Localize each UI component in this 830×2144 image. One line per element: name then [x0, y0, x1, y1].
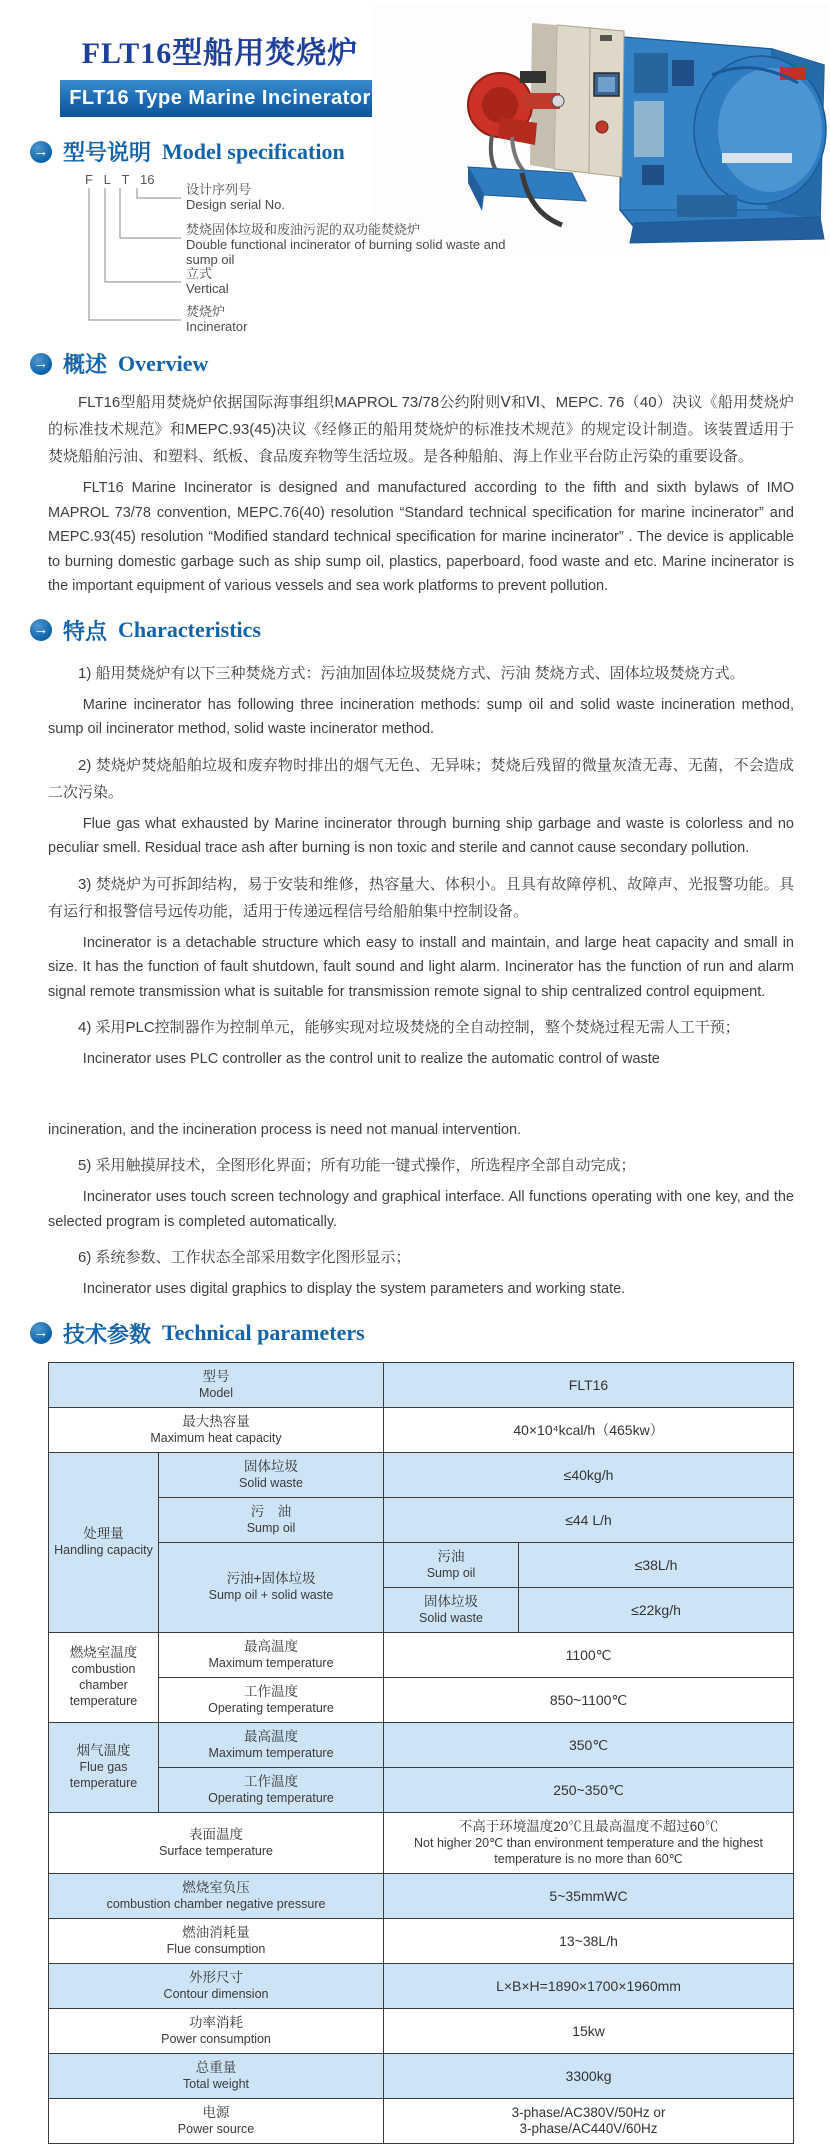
characteristic-item-zh: 5) 采用触摸屏技术，全图形化界面；所有功能一键式操作，所选程序全部自动完成； [78, 1157, 636, 1174]
overview-paragraph-en: FLT16 Marine Incinerator is designed and manufactured according to the fifth and sixth bylaws of IMO MAPROL 73/78 convention, MEPC.76(40) resolution “Standard technical specification for marine incinerator” and MEPC.93(45) resolution “Modified standard technical specification for marine incinerator” . The device is applicable to burning domestic garbage such as ship sump oil, plastics, paperboard, food waste and etc. Marine incinerator is the important equipment of various vessels and sea work platforms to prevent pollution. [48, 480, 794, 594]
diagram-label-incinerator [186, 304, 506, 334]
label-zh: 处理量 [83, 1526, 124, 1541]
label-zh: 污油+固体垃圾 [226, 1571, 316, 1586]
label-zh: 烟气温度 [76, 1743, 131, 1758]
label-en: Surface temperature [159, 1843, 273, 1858]
param-value: ≤38L/h [519, 1542, 794, 1587]
technical-parameters-table [48, 1362, 794, 2144]
label-en: Maximum heat capacity [150, 1430, 282, 1445]
label-en: Operating temperature [208, 1700, 334, 1715]
diagram-label-serial [186, 182, 506, 212]
characteristic-item-zh: 3) 焚烧炉为可拆卸结构，易于安装和维修，热容量大、体积小。且具有故障停机、故障声、光报警功能。具有运行和报警信号远传功能，适用于传递远程信号给船舶集中控制设备。 [48, 875, 794, 920]
param-value: 40×10⁴kcal/h（465kw） [384, 1407, 794, 1452]
value-line-2: 3-phase/AC440V/60Hz [519, 2120, 658, 2136]
characteristic-item-en: Flue gas what exhausted by Marine incinerator through burning ship garbage and waste is colorless and no peculiar smell. Residual trace ash after burning is non toxic and sterile and cannot cause secondary pollution. [48, 815, 794, 856]
label-en: Model [198, 1385, 234, 1400]
characteristic-item-en-continued: incineration, and the incineration process is need not manual intervention. [48, 1121, 522, 1138]
param-group-label [49, 1722, 159, 1812]
characteristic-item-zh: 4) 采用PLC控制器作为控制单元，能够实现对垃圾焚烧的全自动控制，整个焚烧过程无需人工干预； [78, 1019, 740, 1036]
table-row-surface-temp [49, 1812, 794, 1873]
table-row-fuel-consumption [49, 1918, 794, 1963]
label-zh: 最大热容量 [182, 1413, 250, 1429]
param-label [159, 1632, 384, 1677]
overview-paragraph-zh: FLT16型船用焚烧炉依据国际海事组织MAPROL 73/78公约附则Ⅴ和Ⅵ、MEPC. 76（40）决议《船用焚烧炉的标准技术规范》和MEPC.93(45)决议《经修正的船用焚烧炉的标准技术规范》的规定设计制造。该装置适用于焚烧船舶污油、和塑料、纸板、食品废弃物等生活垃圾。是各种船舶、海上作业平台防止污染的重要设备。 [48, 394, 794, 465]
label-en: Contour dimension [163, 1986, 269, 2001]
title-banner: FLT16 Type Marine Incinerator [60, 80, 380, 117]
table-row-cc-max-temp [49, 1632, 794, 1677]
label-zh: 立式 [186, 266, 213, 281]
table-row-total-weight [49, 2053, 794, 2098]
label-zh: 型号 [202, 1368, 230, 1384]
param-label [159, 1542, 384, 1632]
label-zh: 污 油 [250, 1503, 292, 1519]
label-en: Solid waste [419, 1610, 483, 1625]
table-row-model [49, 1362, 794, 1407]
label-en: Sump oil + solid waste [208, 1588, 334, 1602]
label-zh: 污油 [437, 1548, 465, 1564]
section-title-en: Technical parameters [162, 1320, 365, 1345]
label-zh: 固体垃圾 [424, 1593, 479, 1609]
param-label [159, 1767, 384, 1812]
param-label [49, 2098, 384, 2143]
label-zh: 燃烧室负压 [182, 1879, 250, 1895]
table-row-cc-op-temp [49, 1677, 794, 1722]
model-code-diagram [0, 172, 830, 348]
label-zh: 燃烧室温度 [69, 1645, 138, 1660]
characteristic-item-en: Incinerator uses PLC controller as the control unit to realize the automatic control of waste [82, 1051, 660, 1067]
label-zh: 总重量 [195, 2059, 237, 2075]
section-title-zh: 技术参数 [63, 1321, 152, 1347]
code-number-16: 16 [140, 172, 155, 187]
label-zh: 最高温度 [244, 1638, 298, 1654]
label-zh: 焚烧炉 [186, 304, 226, 319]
characteristic-item-zh: 2) 焚烧炉焚烧船舶垃圾和废弃物时排出的烟气无色、无异味；焚烧后残留的微量灰渣无毒、无菌，不会造成二次污染。 [48, 756, 794, 801]
table-row-flue-op-temp [49, 1767, 794, 1812]
label-en: Incinerator [186, 319, 248, 334]
section-model-specification [30, 136, 830, 167]
label-en: Power consumption [161, 2031, 271, 2046]
param-value: 3300kg [384, 2053, 794, 2098]
param-value: FLT16 [384, 1362, 794, 1407]
code-letter-f: F [85, 172, 93, 187]
table-row-negative-pressure [49, 1873, 794, 1918]
param-label [49, 1918, 384, 1963]
label-en: Maximum temperature [208, 1655, 334, 1670]
param-label [49, 1873, 384, 1918]
param-label [49, 2053, 384, 2098]
section-title-zh: 概述 [63, 352, 108, 377]
param-sublabel [384, 1542, 519, 1587]
table-row-handling-combo-sump [49, 1542, 794, 1587]
table-row-power-consumption [49, 2008, 794, 2053]
characteristic-item-en: Marine incinerator has following three incineration methods: sump oil and solid waste incineration method, sump oil incinerator method, solid waste incinerator method. [48, 696, 794, 737]
arrow-bullet-icon: → [30, 141, 52, 163]
characteristic-item-zh: 1) 船用焚烧炉有以下三种焚烧方式：污油加固体垃圾焚烧方式、污油 焚烧方式、固体垃圾焚烧方式。 [78, 664, 745, 682]
table-row-power-source [49, 2098, 794, 2143]
param-value: 1100℃ [384, 1632, 794, 1677]
label-en: Design serial No. [186, 197, 285, 212]
label-en: Operating temperature [208, 1790, 334, 1805]
param-value: 850~1100℃ [384, 1677, 794, 1722]
param-value: ≤22kg/h [519, 1587, 794, 1632]
table-row-max-heat [49, 1407, 794, 1452]
diagram-label-vertical [186, 266, 506, 296]
label-en: Power source [177, 2121, 255, 2136]
label-en: Flue consumption [166, 1941, 266, 1956]
param-label [159, 1722, 384, 1767]
param-value: L×B×H=1890×1700×1960mm [384, 1963, 794, 2008]
table-row-handling-solid [49, 1452, 794, 1497]
label-en: Handling capacity [54, 1543, 153, 1557]
label-zh: 电源 [202, 2104, 230, 2120]
param-label [159, 1497, 384, 1542]
value-zh: 不高于环境温度20℃且最高温度不超过60℃ [458, 1818, 719, 1834]
label-en: Solid waste [239, 1475, 303, 1490]
param-value: 13~38L/h [384, 1918, 794, 1963]
param-group-label [49, 1632, 159, 1722]
section-title-en: Overview [118, 350, 209, 376]
code-letter-t: T [121, 172, 130, 187]
param-value: 5~35mmWC [384, 1873, 794, 1918]
label-en: Maximum temperature [208, 1745, 334, 1760]
param-value [384, 2098, 794, 2143]
label-zh: 焚烧固体垃圾和废油污泥的双功能焚烧炉 [186, 222, 421, 237]
label-en: Sump oil [246, 1520, 296, 1535]
param-value: 250~350℃ [384, 1767, 794, 1812]
table-row-dimension [49, 1963, 794, 2008]
label-en: Double functional incinerator of burning solid waste and sump oil [186, 237, 506, 267]
characteristic-item-zh: 6) 系统参数、工作状态全部采用数字化图形显示； [78, 1249, 411, 1266]
label-en: combustion chamber negative pressure [106, 1896, 326, 1911]
param-value [384, 1812, 794, 1873]
section-title-zh: 型号说明 [63, 140, 152, 165]
param-label [49, 2008, 384, 2053]
diagram-label-dual-function [186, 222, 506, 267]
param-label [159, 1452, 384, 1497]
section-title-zh: 特点 [63, 618, 108, 644]
section-technical-parameters [30, 1318, 830, 1349]
param-value: ≤40kg/h [384, 1452, 794, 1497]
label-zh: 功率消耗 [189, 2014, 243, 2030]
label-zh: 最高温度 [244, 1728, 298, 1744]
label-zh: 工作温度 [244, 1773, 298, 1789]
label-en: Flue gas temperature [69, 1760, 138, 1790]
arrow-bullet-icon: → [30, 1322, 52, 1344]
param-group-label [49, 1452, 159, 1632]
table-row-handling-sump [49, 1497, 794, 1542]
label-zh: 燃油消耗量 [182, 1924, 250, 1940]
label-zh: 设计序列号 [186, 182, 252, 197]
section-overview [30, 348, 830, 379]
label-en: Vertical [186, 281, 229, 296]
characteristic-item-en: Incinerator uses digital graphics to display the system parameters and working state. [82, 1281, 626, 1297]
label-en: Sump oil [426, 1565, 476, 1580]
arrow-bullet-icon: → [30, 353, 52, 375]
section-title-en: Characteristics [118, 617, 261, 642]
param-value: 15kw [384, 2008, 794, 2053]
param-value: ≤44 L/h [384, 1497, 794, 1542]
page-title: FLT16型船用焚烧炉 [81, 37, 359, 70]
param-label [49, 1812, 384, 1873]
label-zh: 表面温度 [189, 1826, 243, 1842]
value-en: Not higher 20℃ than environment temperature and the highest temperature is no more than 60℃ [414, 1835, 763, 1866]
param-value: 350℃ [384, 1722, 794, 1767]
param-sublabel [384, 1587, 519, 1632]
section-characteristics [30, 615, 830, 646]
section-title-en: Model specification [162, 138, 345, 164]
param-label [49, 1362, 384, 1407]
param-label [159, 1677, 384, 1722]
param-label [49, 1963, 384, 2008]
label-zh: 固体垃圾 [244, 1458, 298, 1474]
model-code [85, 172, 161, 187]
characteristic-item-en: Incinerator uses touch screen technology and graphical interface. All functions operating with one key, and the selected program is completed automatically. [48, 1189, 794, 1230]
label-zh: 外形尺寸 [189, 1969, 243, 1985]
arrow-bullet-icon: → [30, 619, 52, 641]
characteristic-item-en: Incinerator is a detachable structure which easy to install and maintain, and large heat capacity and small in size. It has the function of fault shutdown, fault sound and light alarm. Incinerator has the function of run and alarm signal remote transmission what is suitable for transmission remote signal to ship centralized control equipment. [48, 934, 794, 1000]
table-row-flue-max-temp [49, 1722, 794, 1767]
label-zh: 工作温度 [244, 1683, 298, 1699]
label-en: Total weight [183, 2076, 250, 2091]
value-line-1: 3-phase/AC380V/50Hz or [511, 2104, 666, 2120]
param-label [49, 1407, 384, 1452]
page-break-gap [0, 1072, 830, 1118]
code-letter-l: L [103, 172, 111, 187]
label-en: combustion chamber temperature [69, 1662, 138, 1708]
